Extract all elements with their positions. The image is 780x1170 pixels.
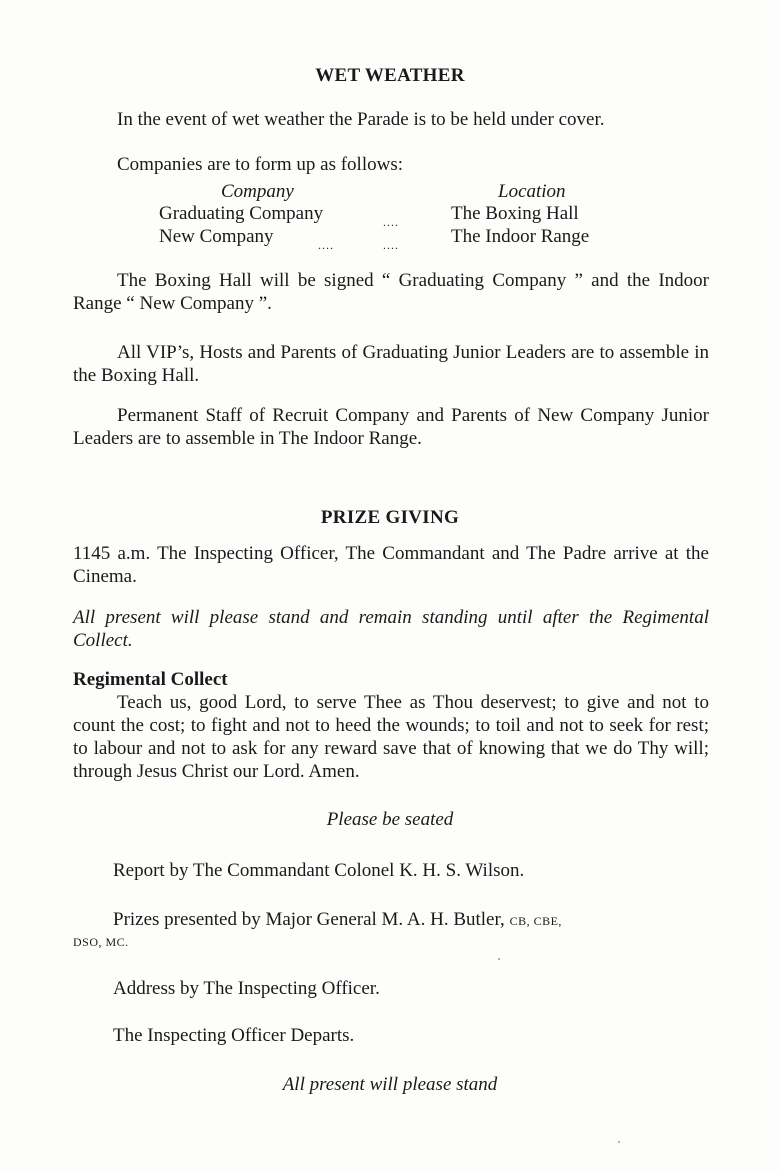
- regimental-collect-title: Regimental Collect: [73, 669, 228, 690]
- honours-postnominals-continued: DSO, MC.: [73, 935, 129, 949]
- officer-departs-line: The Inspecting Officer Departs.: [113, 1025, 355, 1046]
- signage-paragraph: The Boxing Hall will be signed “ Graduating Company ” and the Indoor Range “ New Company ”.: [73, 270, 709, 314]
- table-row-leader-dots: ....: [383, 238, 399, 252]
- wet-weather-intro: In the event of wet weather the Parade is to be held under cover.: [117, 109, 605, 130]
- prizes-presented-text: Prizes presented by Major General M. A. H. Butler,: [113, 909, 505, 930]
- wet-weather-heading: WET WEATHER: [315, 65, 465, 86]
- commandant-report: Report by The Commandant Colonel K. H. S. Wilson.: [113, 860, 525, 881]
- staff-assembly-paragraph: Permanent Staff of Recruit Company and Parents of New Company Junior Leaders are to assemble in The Indoor Range.: [73, 405, 709, 449]
- seated-instruction: Please be seated: [326, 809, 454, 830]
- table-header-location: Location: [498, 181, 566, 202]
- print-speck: [498, 958, 500, 960]
- table-row-location: The Boxing Hall: [451, 203, 579, 224]
- vip-assembly-paragraph: All VIP’s, Hosts and Parents of Graduating Junior Leaders are to assemble in the Boxing Hall.: [73, 342, 709, 386]
- table-header-company: Company: [221, 181, 294, 202]
- print-speck: [618, 1141, 620, 1143]
- table-row-company: Graduating Company: [159, 203, 324, 224]
- prize-giving-heading: PRIZE GIVING: [320, 507, 460, 528]
- honours-postnominals: CB, CBE,: [509, 914, 562, 928]
- table-row-location: The Indoor Range: [451, 226, 590, 247]
- table-row-leader-dots: ....: [318, 238, 334, 252]
- table-row-company: New Company: [159, 226, 274, 247]
- table-row-leader-dots: ....: [383, 215, 399, 229]
- prizes-presented-line: [113, 908, 562, 933]
- address-line: Address by The Inspecting Officer.: [113, 978, 380, 999]
- arrival-paragraph: 1145 a.m. The Inspecting Officer, The Commandant and The Padre arrive at the Cinema.: [73, 543, 709, 587]
- stand-instruction: All present will please stand and remain standing until after the Regimental Collect.: [73, 607, 709, 651]
- final-stand-instruction: All present will please stand: [282, 1074, 498, 1095]
- form-up-text: Companies are to form up as follows:: [117, 154, 404, 175]
- regimental-collect-text: Teach us, good Lord, to serve Thee as Thou deservest; to give and not to count the cost; to fight and not to heed the wounds; to toil and not to seek for rest; to labour and not to ask for any reward save that of knowing that we do Thy will; through Jesus Christ our Lord. Amen.: [73, 692, 709, 782]
